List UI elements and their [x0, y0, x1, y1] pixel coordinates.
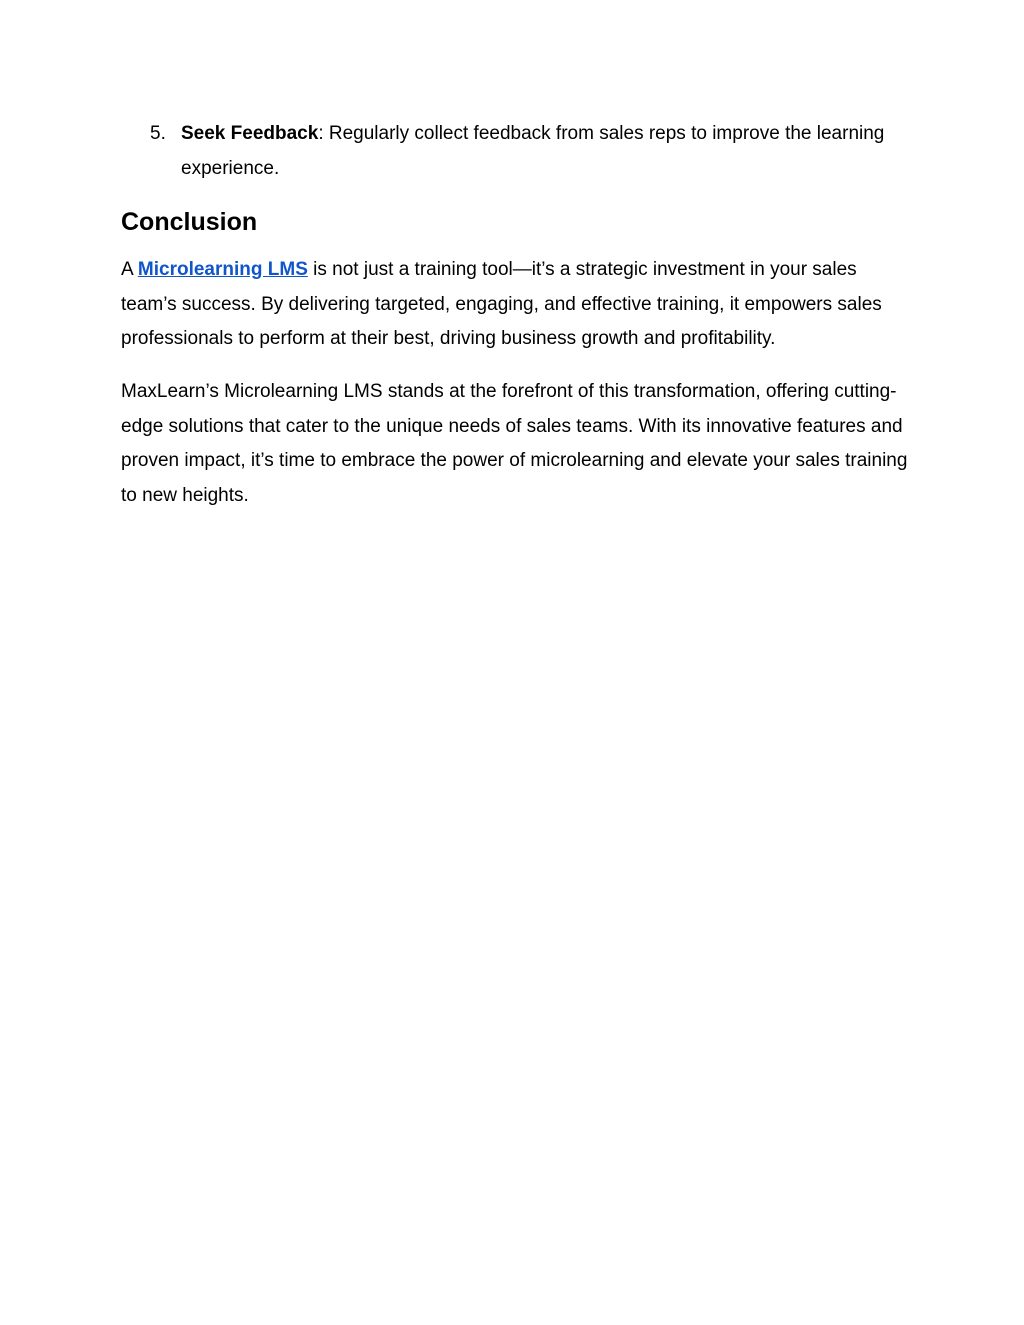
- conclusion-heading: Conclusion: [121, 208, 258, 236]
- list-item-body: [181, 116, 910, 186]
- list-item-term: Seek Feedback: [181, 123, 319, 144]
- paragraph-prefix: A: [121, 259, 138, 280]
- list-item-text: : Regularly collect feedback from sales reps to improve the learning experience.: [181, 123, 885, 179]
- paragraph-text: is not just a training tool—it’s a strategic investment in your sales team’s success. By delivering targeted, engaging, and effective training, it empowers sales professionals to perform at their best, driving business growth and profitability.: [121, 259, 882, 350]
- conclusion-paragraph-1: [121, 253, 911, 357]
- list-item: [150, 116, 910, 186]
- microlearning-lms-link[interactable]: Microlearning LMS: [137, 259, 308, 280]
- conclusion-paragraph-2: MaxLearn’s Microlearning LMS stands at the forefront of this transformation, offering cutting-edge solutions that cater to the unique needs of sales teams. With its innovative features and proven impact, it’s time to embrace the power of microlearning and elevate your sales training to new heights.: [121, 381, 908, 507]
- list-number: 5.: [150, 123, 166, 144]
